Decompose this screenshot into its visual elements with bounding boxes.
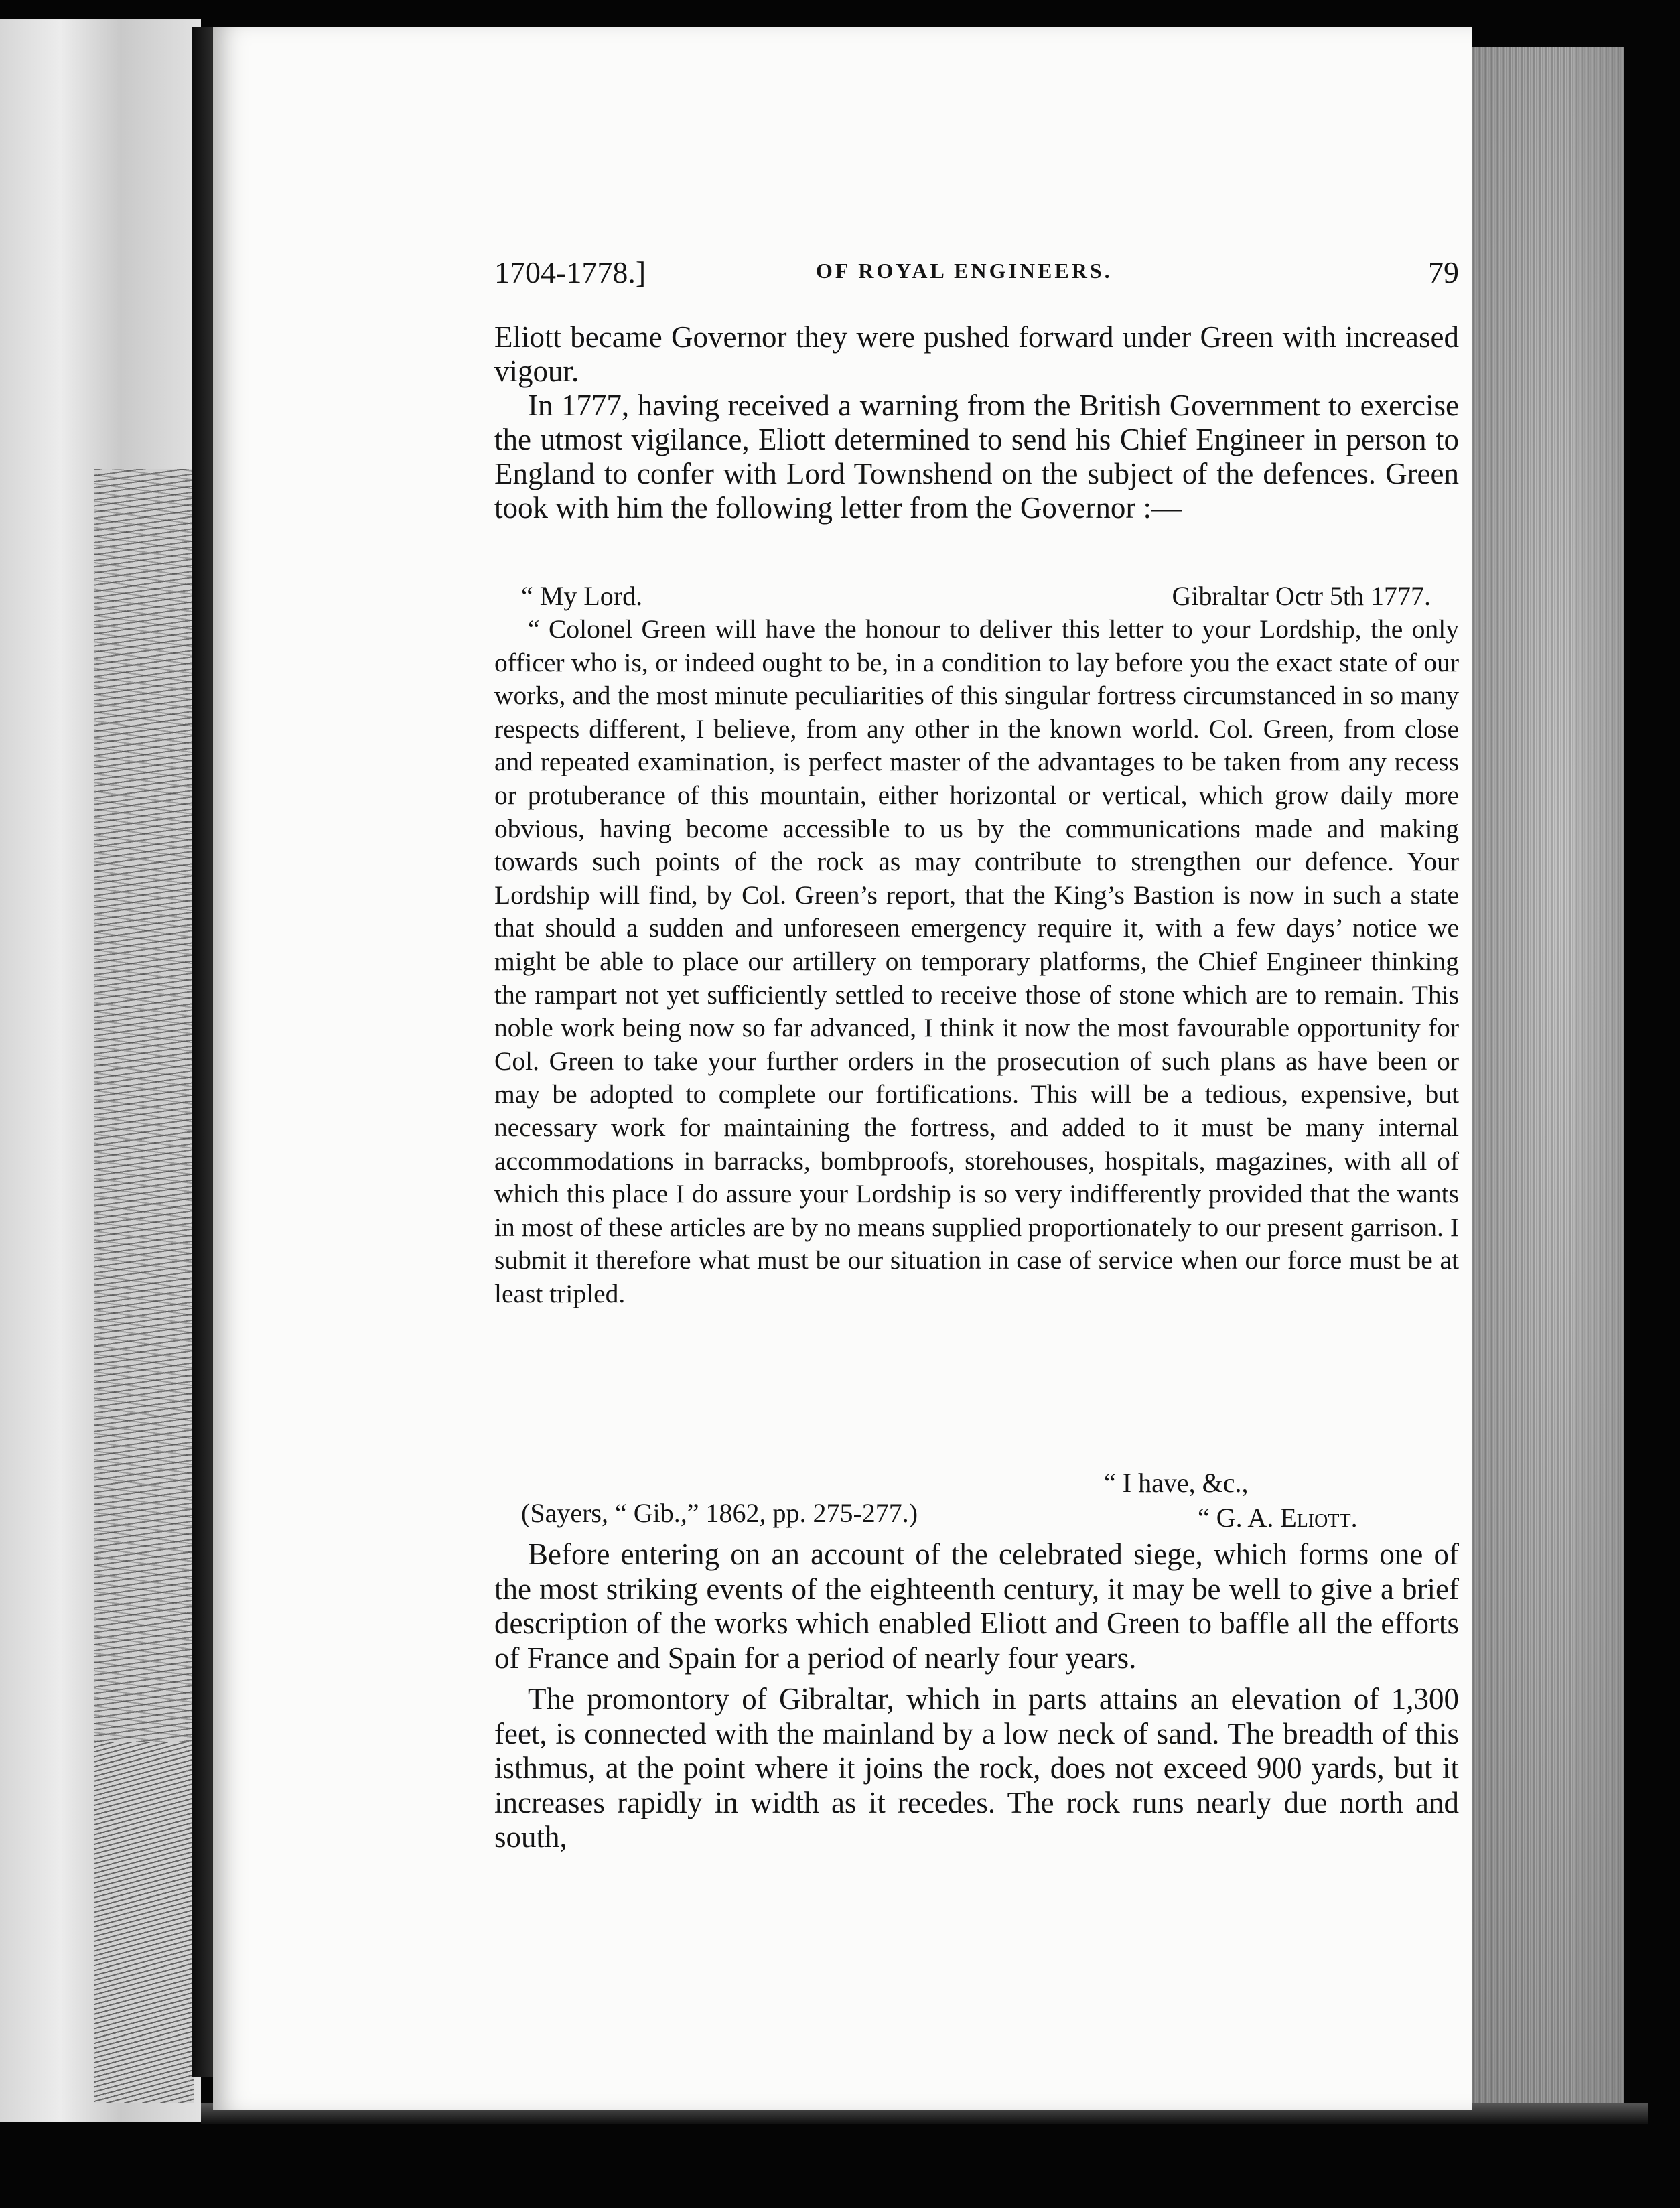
running-head-date-range: 1704-1778.] (494, 255, 646, 289)
upper-paragraphs (494, 320, 1459, 525)
letter-complimentary-close: “ I have, &c., (1104, 1468, 1249, 1498)
governor-letter (494, 579, 1459, 1310)
running-head-title: OF ROYAL ENGINEERS. (816, 259, 1113, 283)
page-stack-edge (1464, 47, 1624, 2117)
letter-body: “ Colonel Green will have the honour to deliver this letter to your Lordship, the only officer who is, or indeed ought to be, in a condition to lay before you the exact state of our works, and the most minute peculiarities of this singular fortress circumstanced in so many respects different, I believe, from any other in the known world. Col. Green, from close and repeated examination, is perfect master of the advantages to be taken from any recess or protuberance of this mountain, either horizontal or vertical, which grow daily more obvious, having become accessible to us by the communications made and making towards such points of the rock as may contribute to strengthen our defence. Your Lordship will find, by Col. Green’s report, that the King’s Bastion is now in such a state that should a sudden and unforeseen emergency require it, with a few days’ notice we might be able to place our artillery on temporary platforms, the Chief Engineer thinking the rampart not yet sufficiently settled to receive those of stone which are to remain. This noble work being now so far advanced, I think it now the most favourable opportunity for Col. Green to take your further orders in the prosecution of such plans as have been or may be adopted to complete our fortifications. This will be a tedious, expensive, but necessary work for maintaining the fortress, and added to it must be many internal accommodations in barracks, bombproofs, storehouses, hospitals, magazines, with all of which this place I do assure your Lordship is so very indifferently provided that the wants in most of these articles are by no means supplied proportionately to our present garrison. I submit it therefore what must be our situation in case of service when our force must be at least tripled. (494, 614, 1459, 1308)
paragraph-1777-warning: In 1777, having received a warning from the British Government to exercise the utmost vigilance, Eliott determined to send his Chief Engineer in person to England to confer with Lord Townshend on the subject of the defences. Green took with him the following letter from the Governor :— (494, 389, 1459, 525)
paragraph-promontory: The promontory of Gibraltar, which in parts attains an elevation of 1,300 feet, is connected with the mainland by a low neck of sand. The breadth of this isthmus, at the point where it joins the rock, does not exceed 900 yards, but it increases rapidly in width as it recedes. The rock runs nearly due north and south, (494, 1682, 1459, 1854)
letter-closing (494, 1467, 1459, 1541)
page-number: 79 (1428, 255, 1459, 289)
book-page (213, 27, 1472, 2110)
letter-signature: “ G. A. Eliott. (1198, 1503, 1358, 1533)
lower-paragraphs (494, 1537, 1459, 1855)
running-head (494, 255, 1459, 295)
map-fragment (94, 469, 194, 1742)
paragraph-continued: Eliott became Governor they were pushed forward under Green with increased vigour. (494, 320, 1459, 388)
paragraph-siege-intro: Before entering on an account of the celebrated siege, which forms one of the most striking events of the eighteenth century, it may be well to give a brief description of the works which enabled Eliott and Green to baffle all the efforts of France and Spain for a period of nearly four years. (494, 1537, 1459, 1675)
letter-header (494, 579, 1459, 613)
letter-dateline: Gibraltar Octr 5th 1777. (1172, 581, 1431, 611)
letter-salutation: “ My Lord. (521, 581, 643, 611)
map-fragment-lower (94, 1742, 194, 2103)
letter-source-citation: (Sayers, “ Gib.,” 1862, pp. 275-277.) (521, 1498, 918, 1528)
